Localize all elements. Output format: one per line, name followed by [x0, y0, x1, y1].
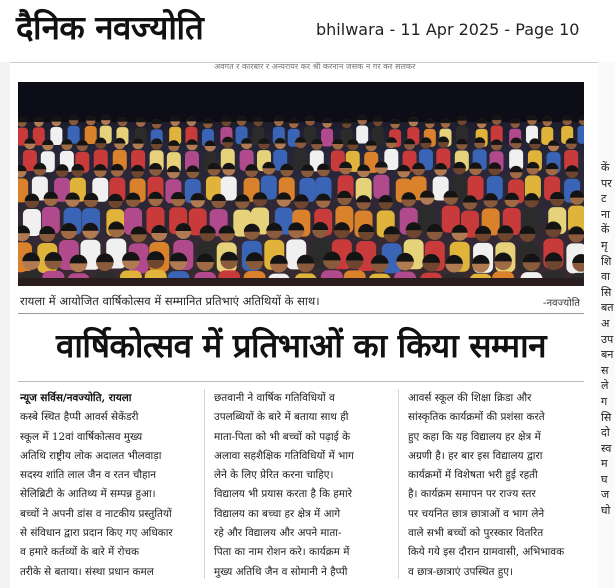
article-line: वाले सभी बच्चों को पुरस्कार वितरित: [408, 527, 544, 540]
stage-floor: [18, 278, 584, 286]
article-line: विद्यालय का बच्चा हर क्षेत्र में आगे: [214, 507, 341, 520]
article-line: लेने के लिए प्रेरित करना चाहिए।: [214, 469, 334, 482]
adjacent-text-fragment: ट: [601, 192, 607, 206]
adjacent-text-fragment: पर: [601, 176, 612, 190]
divider-top: [18, 313, 584, 314]
student-body: [321, 128, 333, 146]
adjacent-text-fragment: शि: [601, 254, 612, 268]
article-line: रहे और विद्यालय और अपने माता-: [214, 527, 342, 540]
article-line: विद्यालय भी प्रयास करता है कि हमारे: [214, 488, 352, 501]
adjacent-text-fragment: दो: [601, 426, 610, 440]
article-line: व हमारे कर्तव्यों के बारे में रोचक: [20, 546, 140, 559]
article-line: उपलब्धियों के बारे में बताया साथ ही: [214, 411, 349, 424]
article-line: हुए कहा कि यह विद्यालय हर क्षेत्र में: [408, 430, 541, 443]
article-column-3: [408, 389, 584, 582]
adjacent-text-fragment: ले: [601, 379, 609, 393]
article-line: अलावा सहशैक्षिक गतिविधियों में भाग: [214, 449, 354, 462]
article-line: कस्बे स्थित हैप्पी आवर्स सेकेंडरी: [20, 411, 139, 424]
article-line: सेलिब्रिटी के आतिथ्य में सम्पन्न हुआ।: [20, 488, 156, 501]
article-line: बच्चों ने अपनी डांस व नाटकीय प्रस्तुतियों: [20, 507, 172, 520]
adjacent-text-fragment: कें: [601, 161, 610, 174]
article-line: व छात्र-छात्राएं उपस्थित हुए।: [408, 565, 513, 578]
photo-caption: [20, 294, 580, 312]
student-body: [356, 125, 368, 143]
newspaper-logo: दैनिक नवज्योति: [16, 8, 204, 47]
article-line: आवर्स स्कूल की शिक्षा क्रिडा और: [408, 392, 532, 404]
article-line: सदस्य शांति लाल जैन व रतन चौहान: [20, 469, 157, 482]
headline: वार्षिकोत्सव में प्रतिभाओं का किया सम्मान: [55, 326, 547, 365]
article-line: सांस्कृतिक कार्यक्रमों की प्रशंसा करते: [408, 411, 545, 424]
article-line: कार्यक्रमों में विशेषता भरी हुई रहती: [408, 469, 538, 482]
adjacent-text-fragment: म: [601, 457, 608, 471]
edition-info: bhilwara - 11 Apr 2025 - Page 10: [316, 20, 580, 39]
adjacent-text-fragment: सि: [601, 285, 612, 299]
photo-credit: -नवज्योति: [542, 298, 580, 309]
article-column-1: [20, 389, 196, 582]
adjacent-text-fragment: स: [601, 363, 609, 377]
adjacent-text-fragment: सि: [601, 410, 612, 424]
article-body: [20, 389, 584, 579]
adjacent-text-fragment: स्व: [601, 441, 612, 455]
byline: न्यूज सर्विस/नवज्योति, रायला: [20, 392, 132, 404]
adjacent-text-fragment: मृ: [601, 238, 608, 252]
crowd-photo-illustration: [18, 82, 584, 286]
article-line: अग्रणी है। हर बार इस विद्यालय द्वारा: [408, 449, 543, 462]
adjacent-text-fragment: घो: [601, 504, 611, 518]
article-line: से संविधान द्वारा प्रदान किए गए अधिकार: [20, 527, 173, 540]
top-text-strip: अवगत र कारबार र अन्यरायर कर श्री करनान जसक न गर कर सलकर: [214, 62, 416, 71]
article-line: तरीके से बताया। संस्था प्रधान कमल: [20, 565, 154, 578]
student-body: [373, 175, 389, 199]
adjacent-text-fragment: ज: [601, 488, 610, 502]
adjacent-text-fragment: ग: [601, 394, 608, 408]
adjacent-text-fragment: घ: [601, 472, 608, 486]
left-page-edge: [0, 62, 10, 588]
stage-dark-top: [18, 82, 584, 122]
adjacent-text-fragment: बन: [601, 348, 614, 362]
adjacent-text-fragment: बत: [601, 301, 614, 315]
adjacent-text-fragment: अ: [601, 316, 610, 330]
article-line: स्कूल में 12वां वार्षिकोत्सव मुख्य: [20, 430, 143, 443]
column-divider: [398, 389, 399, 579]
divider-bottom: [18, 381, 584, 382]
article-column-2: [214, 389, 390, 582]
article-line: छतवानी ने वार्षिक गतिविधियों व: [214, 392, 335, 404]
masthead: [0, 0, 615, 63]
article-line: अतिथि राष्ट्रीय लोक अदालत भीलवाड़ा: [20, 449, 162, 462]
article-line: मुख्य अतिथि जैन व सोमानी ने हैप्पी: [214, 565, 348, 578]
adjacent-text-fragment: कें: [601, 223, 610, 237]
article-line: किये गये इस दौरान ग्रामवासी, अभिभावक: [408, 546, 565, 559]
article-line: पर चयनित छात्र छात्राओं व भाग लेने: [408, 507, 545, 520]
adjacent-text-fragment: वा: [601, 270, 610, 284]
news-photo: [18, 82, 584, 286]
adjacent-text-fragment: ना: [601, 207, 610, 221]
student-body: [85, 126, 97, 144]
student-body: [577, 126, 584, 144]
adjacent-text-fragment: उप: [601, 332, 614, 346]
article-line: माता-पिता को भी बच्चों को पढ़ाई के: [214, 430, 351, 443]
article-line: है। कार्यक्रम समापन पर राज्य स्तर: [408, 488, 536, 501]
adjacent-article-fragment: [598, 62, 615, 588]
column-divider: [204, 389, 205, 579]
article-line: पिता का नाम रोशन करे। कार्यक्रम में: [214, 546, 350, 559]
adjacent-article-text: [601, 160, 615, 519]
caption-text: रायला में आयोजित वार्षिकोत्सव में सम्मानित प्रतिभाएं अतिथियों के साथ।: [20, 294, 320, 308]
